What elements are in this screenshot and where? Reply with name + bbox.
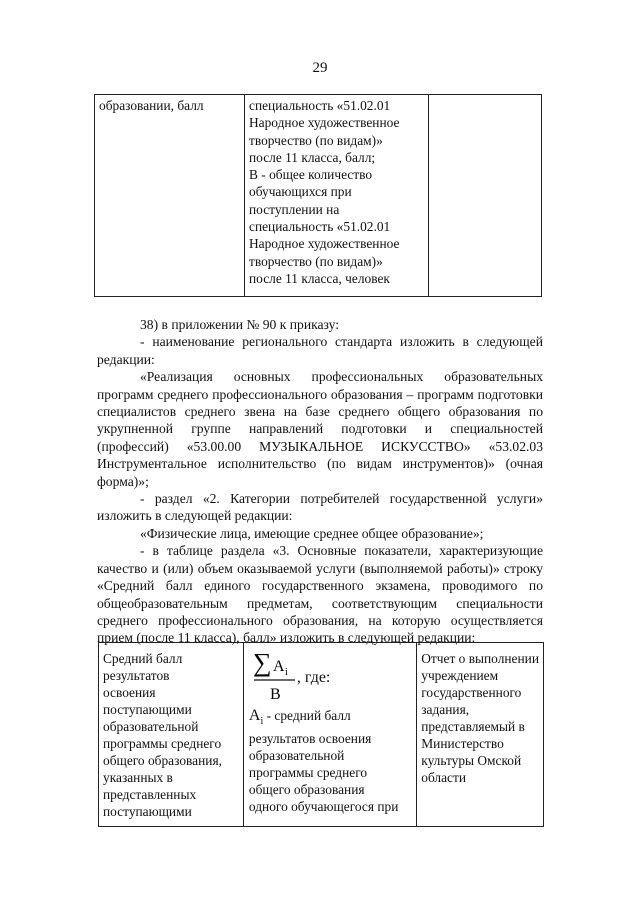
- table-cell-line: учреждением: [421, 668, 499, 683]
- table-bottom-col3: [417, 643, 543, 826]
- ai-symbol: [248, 707, 264, 728]
- table-cell-line: обучающихся при: [249, 184, 352, 200]
- table-cell-line: указанных в: [103, 770, 173, 785]
- table-cell-line: области: [421, 770, 467, 785]
- table-cell-line: результатов освоения: [248, 731, 372, 747]
- formula-denominator: B: [269, 686, 281, 703]
- formula-fraction: [253, 647, 301, 705]
- page-number: 29: [312, 60, 328, 76]
- ai-definition-text: - средний балл: [263, 708, 351, 723]
- table-cell-line: после 11 класса, балл;: [249, 149, 376, 165]
- table-cell-line: общего образования,: [103, 753, 222, 768]
- table-top-col3: [429, 95, 541, 296]
- table-cell-line: специальность «51.02.01: [249, 98, 391, 113]
- paragraph-section-2: - раздел «2. Категории потребителей государственной услуги» изложить в следующей редакции:: [97, 491, 543, 524]
- table-cell-line: поступающими: [103, 702, 192, 717]
- table-cell-line: Отчет о выполнении: [421, 651, 539, 666]
- formula-numerator-sub: i: [284, 667, 288, 678]
- paragraph-standard-text: «Реализация основных профессиональных образовательных программ среднего профессионального образования – программ подготовки специалистов среднего звена на базе среднего общего образования по укрупненной группе направлений подготовки и специальностей (профессий) «53.00.00 МУЗЫКАЛЬНОЕ ИСКУССТВО» «53.02.03 Инструментальное исполнительство (по видам инструментов)» (очная форма)»;: [97, 369, 543, 489]
- sum-symbol: ∑: [252, 648, 272, 677]
- table-cell-line: поступающими: [103, 804, 192, 819]
- table-top-col2: [245, 95, 429, 296]
- table-bottom-col1: [99, 643, 244, 826]
- table-cell-line: Народное художественное: [249, 115, 400, 131]
- table-cell-line: специальность «51.02.01: [249, 219, 391, 235]
- formula-numerator: A: [272, 658, 285, 675]
- table-top-col1: [95, 95, 245, 296]
- table-cell-line: Народное художественное: [249, 236, 400, 252]
- table-top: [94, 94, 542, 297]
- paragraph-section-3: - в таблице раздела «3. Основные показатели, характеризующие качество и (или) объем оказываемой услуги (выполняемой работы)» строку «Средний балл единого государственного экзамена, проводимого по общеобразовательным предметам, соответствующим специальности среднего профессионального образования, на которую осуществляется прием (после 11 класса), балл» изложить в следующей редакции:: [97, 543, 543, 646]
- table-cell-line: задания,: [421, 702, 470, 717]
- paragraph-item-38: 38) в приложении № 90 к приказу:: [140, 317, 340, 332]
- table-cell-line: представленных: [103, 787, 197, 802]
- table-cell-line: после 11 класса, человек: [249, 270, 390, 286]
- table-cell-line: творчество (по видам)»: [249, 132, 383, 148]
- table-cell-line: образовательной: [103, 719, 199, 734]
- table-cell-line: государственного: [421, 685, 522, 700]
- table-cell-line: образовательной: [248, 748, 345, 764]
- table-cell-line: образовании, балл: [99, 98, 204, 113]
- document-body: [97, 316, 543, 647]
- table-cell-line: освоения: [103, 685, 156, 700]
- table-cell-line: культуры Омской: [421, 753, 522, 768]
- formula: [249, 647, 411, 705]
- ai-subscript: i: [260, 716, 264, 728]
- table-cell-line: В - общее количество: [249, 167, 373, 183]
- table-cell-line: результатов: [103, 668, 170, 683]
- paragraph-standard-name: - наименование регионального стандарта изложить в следующей редакции:: [97, 334, 543, 367]
- table-bottom-col2: [244, 643, 417, 826]
- table-cell-line: одного обучающегося при: [248, 799, 399, 815]
- ai-letter: A: [248, 707, 261, 724]
- table-cell-line: творчество (по видам)»: [249, 253, 383, 269]
- table-cell-line: представляемый в: [421, 719, 525, 734]
- formula-where: , где:: [296, 669, 331, 686]
- table-cell-line: Средний балл: [103, 651, 183, 666]
- table-cell-line: поступлении на: [249, 201, 340, 217]
- table-cell-line: программы среднего: [103, 736, 222, 751]
- table-cell-line: программы среднего: [248, 765, 368, 781]
- paragraph-consumers: «Физические лица, имеющие среднее общее образование»;: [140, 525, 484, 541]
- table-cell-line: Министерство: [421, 736, 504, 751]
- ai-definition: [249, 707, 411, 730]
- table-cell-line: общего образования: [248, 782, 365, 798]
- table-bottom: [98, 642, 544, 827]
